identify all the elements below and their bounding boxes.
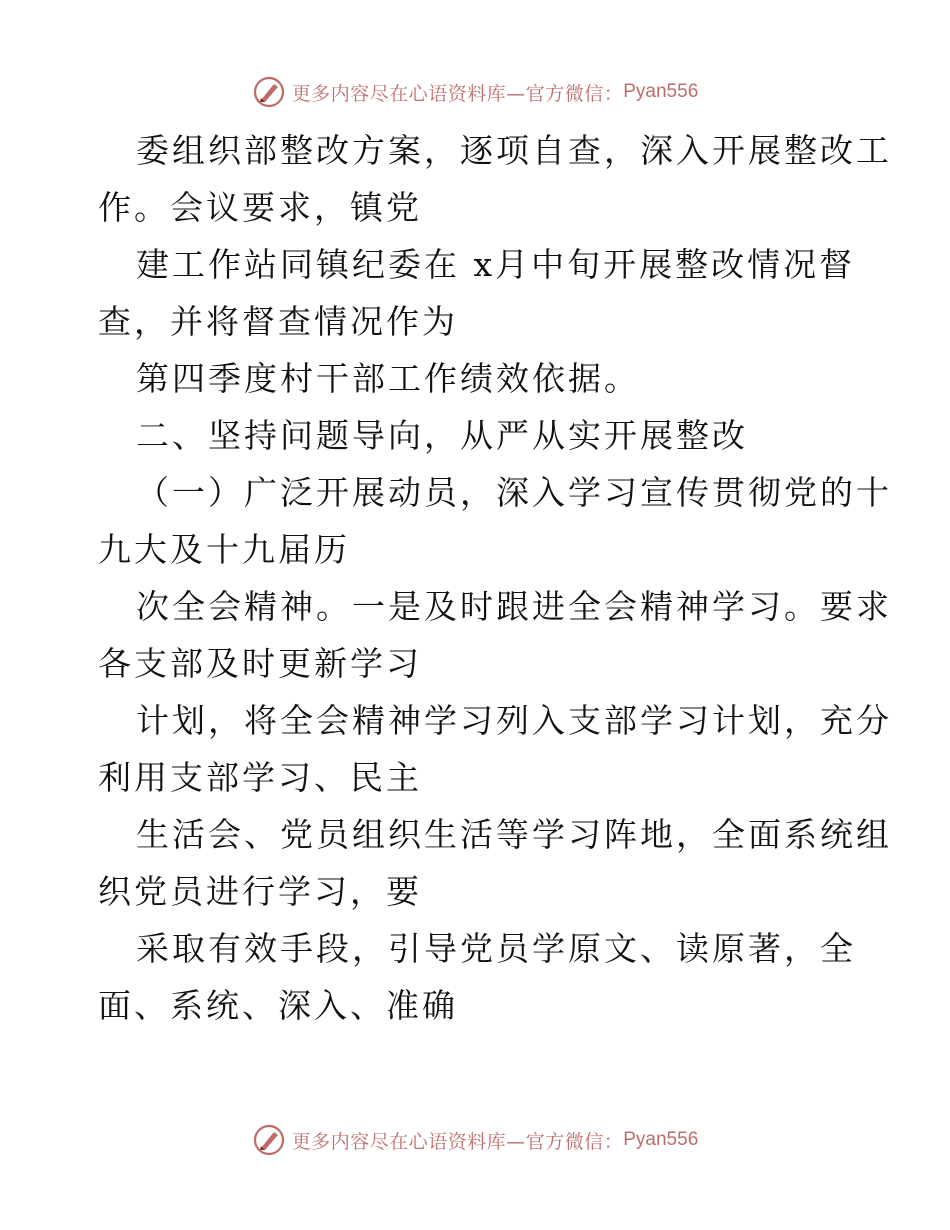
text-line: （一）广泛开展动员，深入学习宣传贯彻党的十 xyxy=(136,473,892,512)
footer-watermark xyxy=(0,1120,950,1160)
text-line: 各支部及时更新学习 xyxy=(98,644,422,683)
text-line: 九大及十九届历 xyxy=(98,530,350,569)
text-line: 委组织部整改方案，逐项自查，深入开展整改工 xyxy=(136,131,892,170)
pen-logo-icon xyxy=(252,1123,286,1157)
text-line: 查，并将督查情况作为 xyxy=(98,302,458,341)
text-line: 次全会精神。一是及时跟进全会精神学习。要求 xyxy=(136,587,892,626)
pen-logo-icon xyxy=(252,75,286,109)
text-line: 面、系统、深入、准确 xyxy=(98,986,458,1025)
text-line: 二、坚持问题导向，从严从实开展整改 xyxy=(136,416,748,455)
watermark-text: 更多内容尽在心语资料库—官方微信： xyxy=(291,1130,624,1153)
text-line: 计划，将全会精神学习列入支部学习计划，充分 xyxy=(136,701,892,740)
text-line: 作。会议要求，镇党 xyxy=(98,188,422,227)
watermark-id: Pyan556 xyxy=(623,1129,699,1150)
watermark-id: Pyan556 xyxy=(623,81,699,102)
text-line: 建工作站同镇纪委在 x月中旬开展整改情况督 xyxy=(136,245,856,284)
header-watermark xyxy=(0,72,950,112)
text-line: 第四季度村干部工作绩效依据。 xyxy=(136,359,640,398)
document-body xyxy=(98,122,892,1034)
text-line: 采取有效手段，引导党员学原文、读原著，全 xyxy=(136,929,856,968)
text-line: 生活会、党员组织生活等学习阵地，全面系统组 xyxy=(136,815,892,854)
watermark-text: 更多内容尽在心语资料库—官方微信： xyxy=(291,82,624,105)
text-line: 利用支部学习、民主 xyxy=(98,758,422,797)
text-line: 织党员进行学习，要 xyxy=(98,872,422,911)
